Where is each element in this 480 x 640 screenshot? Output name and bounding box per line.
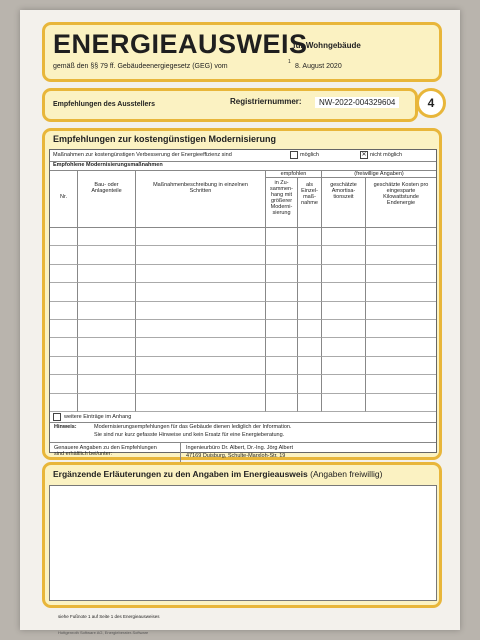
col-single-label: als Einzel-maß-nahme: [301, 182, 318, 206]
table-cell[interactable]: [50, 394, 78, 412]
recommendations-section: [42, 128, 442, 460]
col-component-label: Bau- oder Anlagenteile: [91, 182, 122, 194]
table-cell[interactable]: [298, 283, 322, 301]
table-cell[interactable]: [266, 338, 298, 356]
table-cell[interactable]: [50, 357, 78, 375]
table-cell[interactable]: [266, 283, 298, 301]
table-cell[interactable]: [266, 302, 298, 320]
table-cell[interactable]: [50, 320, 78, 338]
table-cell[interactable]: [78, 283, 136, 301]
more-entries-label: weitere Einträge im Anhang: [64, 414, 132, 420]
contact-line-2: 47169 Duisburg, Schulte-Marxloh-Str. 19: [186, 453, 286, 459]
checkbox-more-entries[interactable]: [53, 413, 61, 421]
table-cell[interactable]: [366, 357, 436, 375]
col-header-component: [78, 170, 136, 228]
table-cell[interactable]: [136, 302, 266, 320]
supplement-section: [42, 462, 442, 608]
table-cell[interactable]: [322, 265, 366, 283]
table-cell[interactable]: [78, 246, 136, 264]
table-cell[interactable]: [78, 320, 136, 338]
table-cell[interactable]: [50, 302, 78, 320]
measures-list-heading: Empfohlene Modernisierungsmaßnahmen: [53, 162, 163, 168]
table-cell[interactable]: [366, 394, 436, 412]
contact-divider: [180, 442, 181, 464]
col-header-costs: [366, 178, 436, 228]
col-recommended-label: empfohlen: [280, 171, 307, 177]
table-cell[interactable]: [266, 375, 298, 393]
col-nr-label: Nr.: [59, 194, 68, 200]
table-cell[interactable]: [322, 375, 366, 393]
table-cell[interactable]: [322, 394, 366, 412]
note-line-1: Modernisierungsempfehlungen für das Gebäude dienen lediglich der Information.: [94, 424, 292, 430]
table-cell[interactable]: [266, 246, 298, 264]
table-cell[interactable]: [298, 357, 322, 375]
table-cell[interactable]: [266, 320, 298, 338]
footnote: siehe Fußnote 1 auf Seite 1 des Energieausweises: [58, 614, 160, 619]
table-cell[interactable]: [50, 246, 78, 264]
table-cell[interactable]: [50, 375, 78, 393]
table-cell[interactable]: [136, 283, 266, 301]
registration-box: [42, 88, 418, 122]
table-cell[interactable]: [136, 357, 266, 375]
table-cell[interactable]: [78, 265, 136, 283]
table-cell[interactable]: [298, 265, 322, 283]
title-box: [42, 22, 442, 82]
col-header-amortization: [322, 178, 366, 228]
table-cell[interactable]: [78, 357, 136, 375]
table-cell[interactable]: [78, 394, 136, 412]
table-cell[interactable]: [298, 375, 322, 393]
col-header-single: [298, 178, 322, 228]
table-cell[interactable]: [50, 338, 78, 356]
note-line-2: Sie sind nur kurz gefasste Hinweise und kein Ersatz für eine Energieberatung.: [94, 432, 285, 438]
table-cell[interactable]: [50, 228, 78, 246]
page-number-badge: 4: [416, 88, 446, 118]
checkbox-not-possible-label: nicht möglich: [370, 152, 403, 158]
col-description-label: Maßnahmenbeschreibung in einzelnen Schritten: [153, 182, 248, 194]
section-label: Empfehlungen des Ausstellers: [53, 101, 156, 108]
table-cell[interactable]: [78, 228, 136, 246]
col-header-in-context: [266, 178, 298, 228]
table-cell[interactable]: [136, 320, 266, 338]
table-cell[interactable]: [78, 302, 136, 320]
col-optional-label: (freiwillige Angaben): [354, 171, 404, 177]
recommendations-table: [49, 149, 437, 459]
recommendations-heading: Empfehlungen zur kostengünstigen Modernisierung: [53, 134, 277, 144]
document-page: [20, 10, 460, 635]
table-cell[interactable]: [366, 338, 436, 356]
law-reference: gemäß den §§ 79 ff. Gebäudeenergiegesetz (GEG) vom: [53, 63, 228, 70]
col-costs-label: geschätzte Kosten pro eingesparte Kilowattstunde Endenergie: [373, 182, 429, 206]
col-amortization-label: geschätzte Amortisa-tionszeit: [330, 182, 357, 200]
checkbox-possible-label: möglich: [300, 152, 319, 158]
contact-row: [50, 442, 436, 464]
table-cell[interactable]: [366, 265, 436, 283]
law-footnote-marker: 1: [288, 59, 291, 65]
table-cell[interactable]: [322, 228, 366, 246]
table-cell[interactable]: [266, 265, 298, 283]
note-row: [50, 422, 436, 443]
table-cell[interactable]: [322, 302, 366, 320]
supplement-title-main: Ergänzende Erläuterungen zu den Angaben im Energieausweis: [53, 469, 308, 479]
supplement-title-suffix: (Angaben freiwillig): [310, 469, 383, 479]
table-cell[interactable]: [136, 338, 266, 356]
table-cell[interactable]: [298, 246, 322, 264]
table-cell[interactable]: [322, 246, 366, 264]
table-cell[interactable]: [298, 302, 322, 320]
table-cell[interactable]: [366, 228, 436, 246]
table-cell[interactable]: [366, 283, 436, 301]
table-cell[interactable]: [50, 265, 78, 283]
table-cell[interactable]: [298, 338, 322, 356]
measures-text: Maßnahmen zur kostengünstigen Verbesserung der Energieeffizienz sind: [53, 152, 232, 158]
footer: Hottgenroth Software AG, Energieberater-Software: [58, 630, 149, 635]
supplement-title: [53, 469, 382, 479]
table-cell[interactable]: [266, 357, 298, 375]
col-header-description: [136, 170, 266, 228]
law-date: 8. August 2020: [295, 63, 342, 70]
table-cell[interactable]: [266, 228, 298, 246]
document-subtitle: für Wohngebäude: [293, 41, 361, 50]
table-cell[interactable]: [136, 246, 266, 264]
table-cell[interactable]: [322, 338, 366, 356]
contact-line-1: Ingenieurbüro Dr. Albert, Dr.-Ing. Jörg Albert: [186, 445, 294, 451]
registration-number: NW-2022-004329604: [315, 97, 399, 108]
checkbox-possible[interactable]: [290, 151, 298, 159]
table-cell[interactable]: [366, 375, 436, 393]
contact-label: Genauere Angaben zu den Empfehlungen sind erhältlich bei/unter:: [54, 445, 157, 457]
table-cell[interactable]: [298, 320, 322, 338]
checkbox-not-possible[interactable]: ✕: [361, 152, 367, 158]
table-cell[interactable]: [366, 302, 436, 320]
table-cell[interactable]: [136, 228, 266, 246]
table-cell[interactable]: [322, 357, 366, 375]
col-header-optional: [322, 170, 436, 178]
table-cell[interactable]: [366, 320, 436, 338]
table-cell[interactable]: [78, 375, 136, 393]
col-header-nr: [50, 170, 78, 228]
table-cell[interactable]: [50, 283, 78, 301]
table-cell[interactable]: [322, 283, 366, 301]
registration-number-label: Registriernummer:: [230, 97, 302, 106]
table-cell[interactable]: [136, 265, 266, 283]
col-header-recommended: [266, 170, 322, 178]
table-cell[interactable]: [322, 320, 366, 338]
table-cell[interactable]: [136, 375, 266, 393]
table-cell[interactable]: [366, 246, 436, 264]
document-title: ENERGIEAUSWEIS: [53, 29, 308, 59]
note-label: Hinweis:: [54, 424, 77, 430]
table-cell[interactable]: [298, 394, 322, 412]
table-cell[interactable]: [298, 228, 322, 246]
table-cell[interactable]: [136, 394, 266, 412]
supplement-text-area[interactable]: [49, 485, 437, 601]
table-cell[interactable]: [78, 338, 136, 356]
col-in-context-label: in Zu-sammen-hang mit größerer Moderni-sierung: [270, 180, 293, 216]
table-cell[interactable]: [266, 394, 298, 412]
